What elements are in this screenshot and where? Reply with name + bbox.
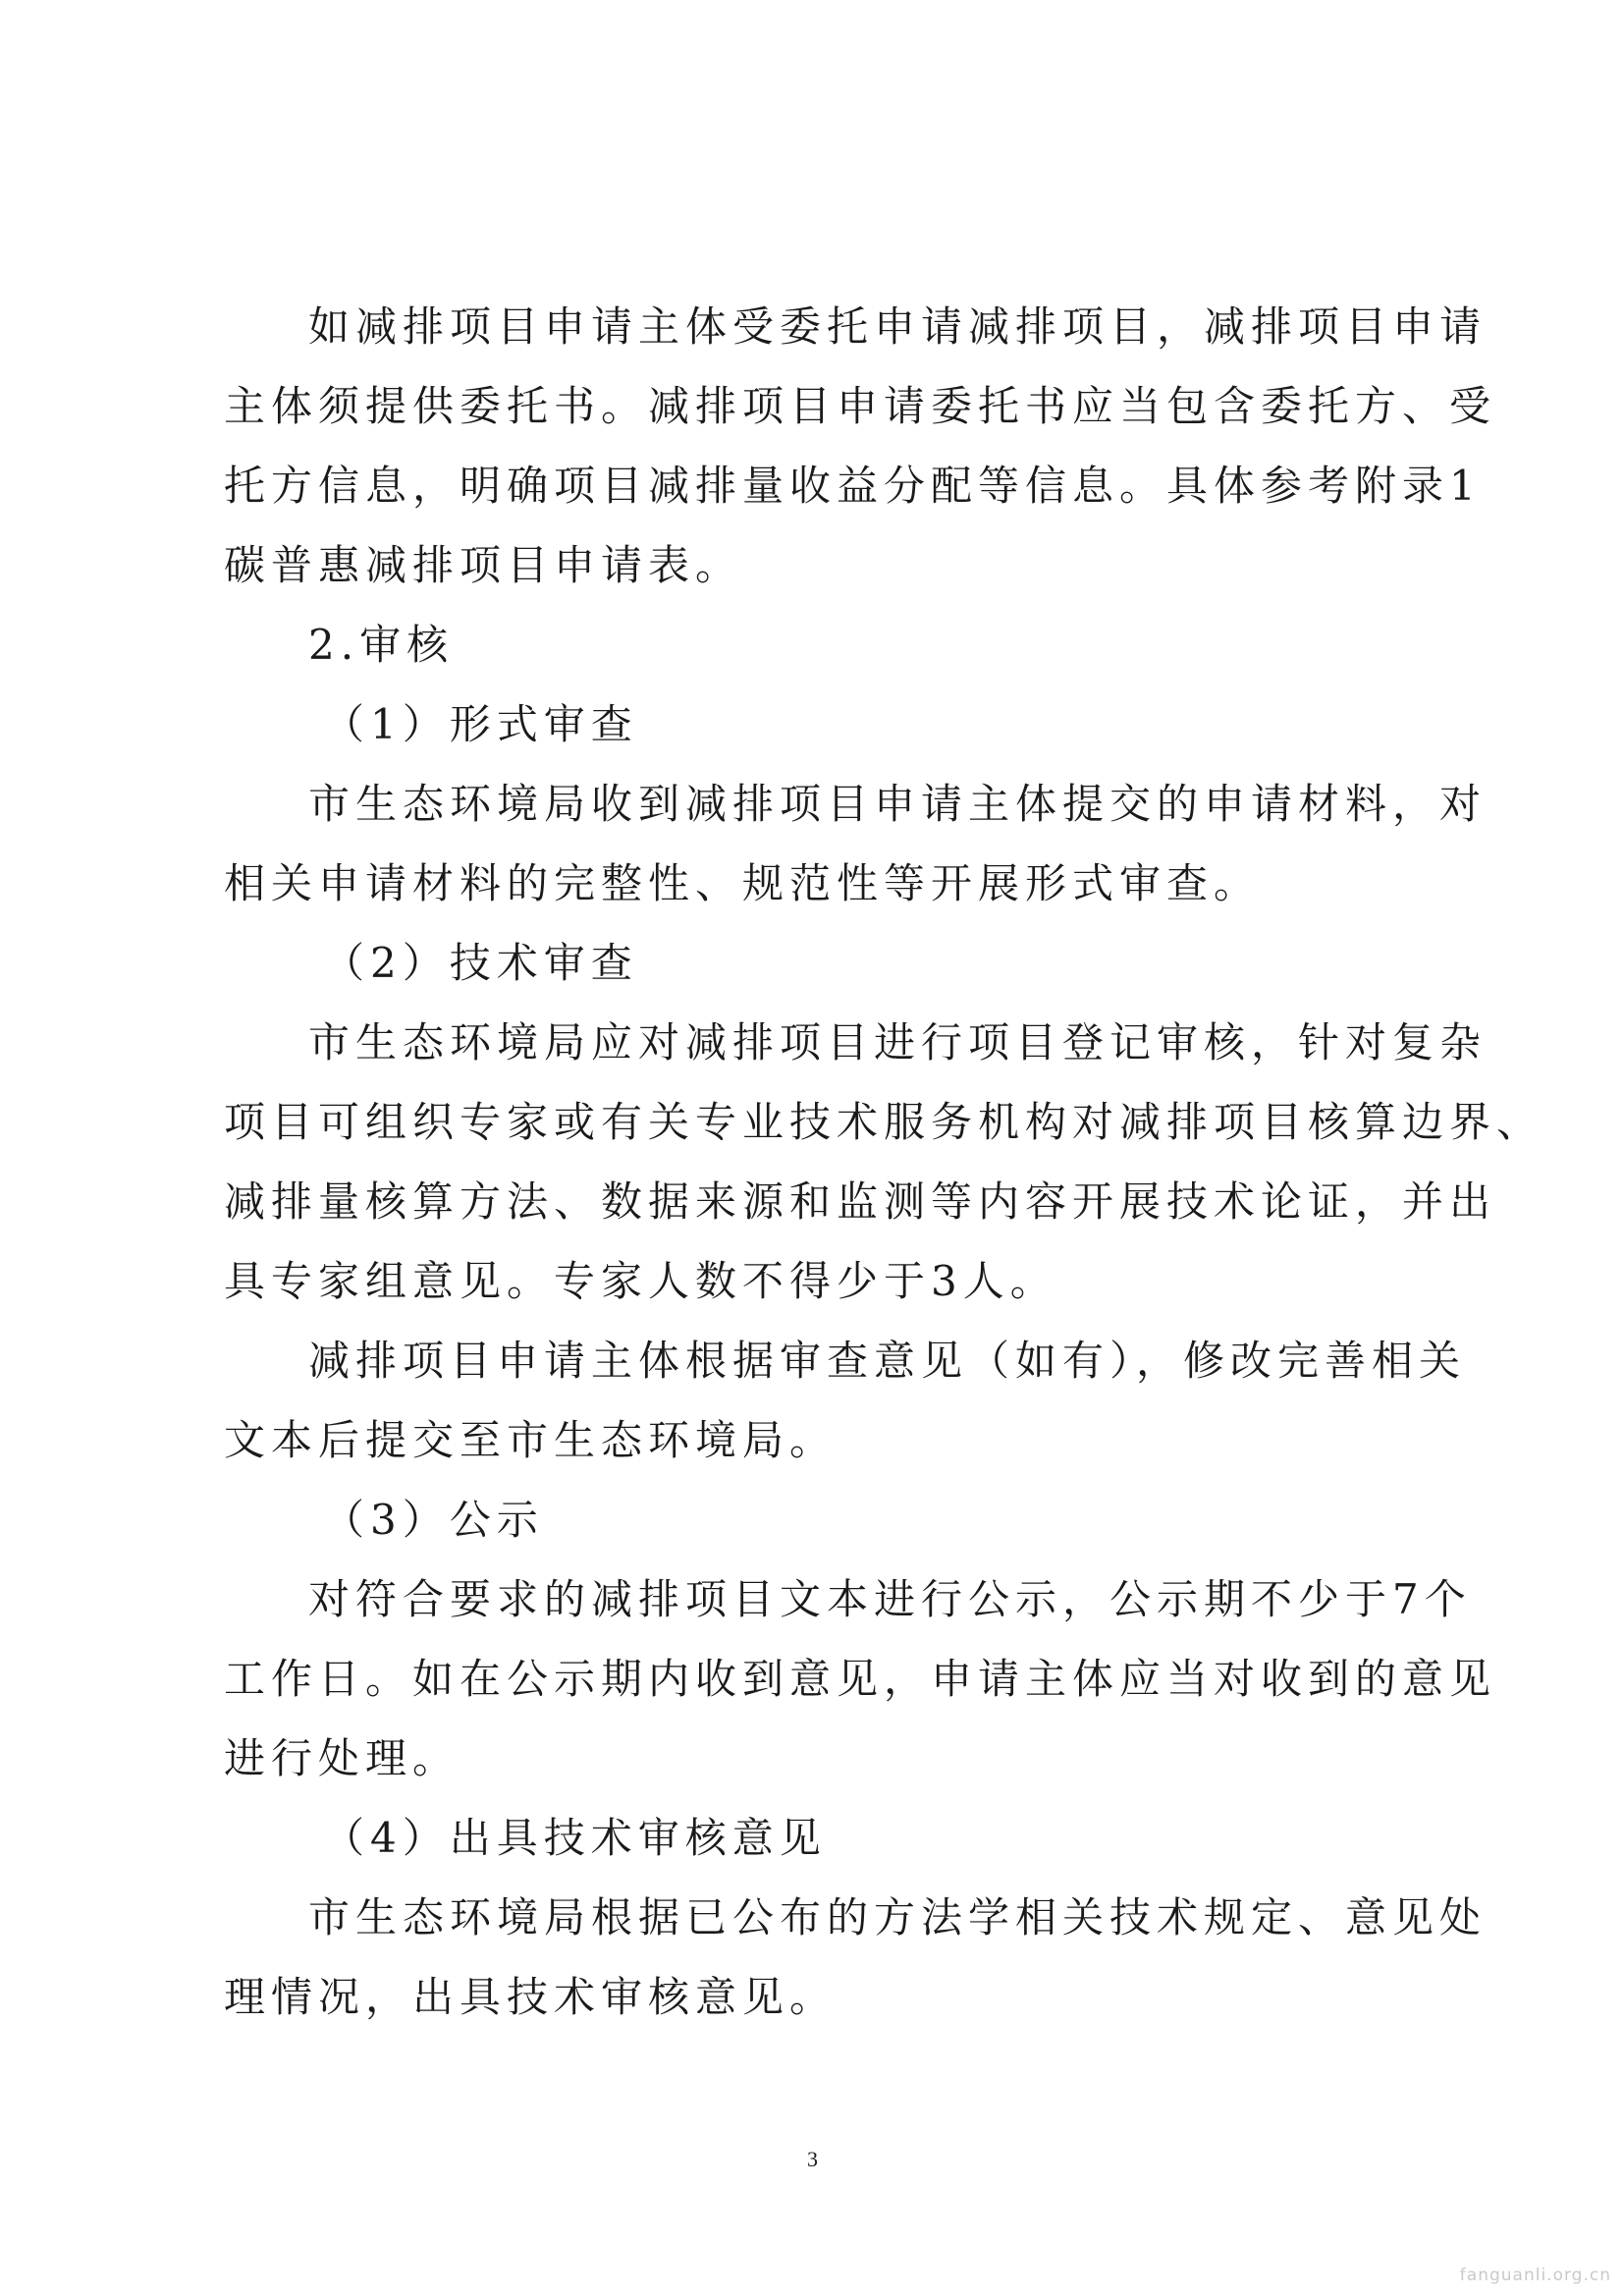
paragraph-line: 文本后提交至市生态环境局。	[224, 1416, 838, 1464]
paragraph-line: 市生态环境局根据已公布的方法学相关技术规定、意见处	[308, 1893, 1488, 1941]
paragraph-line: 理情况，出具技术审核意见。	[224, 1973, 838, 2021]
paragraph-line: 对符合要求的减排项目文本进行公示，公示期不少于7个	[308, 1575, 1472, 1623]
paragraph-line: 市生态环境局收到减排项目申请主体提交的申请材料，对	[308, 780, 1488, 828]
paragraph-line: 市生态环境局应对减排项目进行项目登记审核，针对复杂	[308, 1018, 1488, 1066]
paragraph-line: 项目可组织专家或有关专业技术服务机构对减排项目核算边界、	[224, 1098, 1544, 1146]
paragraph-line: 碳普惠减排项目申请表。	[224, 541, 743, 589]
subsection-heading: （4）出具技术审核意见	[323, 1814, 827, 1862]
paragraph-line: 减排量核算方法、数据来源和监测等内容开展技术论证，并出	[224, 1177, 1497, 1226]
subsection-heading: （3）公示	[323, 1496, 544, 1544]
watermark-text: fanguanli.org.cn	[1459, 2266, 1611, 2285]
subsection-heading: （2）技术审查	[323, 939, 638, 987]
page-number: 3	[807, 2147, 818, 2171]
paragraph-line: 工作日。如在公示期内收到意见，申请主体应当对收到的意见	[224, 1655, 1497, 1703]
paragraph-line: 如减排项目申请主体受委托申请减排项目，减排项目申请	[308, 302, 1488, 351]
paragraph-line: 相关申请材料的完整性、规范性等开展形式审查。	[224, 859, 1262, 907]
paragraph-line: 进行处理。	[224, 1734, 460, 1782]
subsection-heading: （1）形式审查	[323, 700, 638, 748]
paragraph-line: 托方信息，明确项目减排量收益分配等信息。具体参考附录1	[224, 462, 1482, 510]
paragraph-line: 主体须提供委托书。减排项目申请委托书应当包含委托方、受	[224, 382, 1497, 430]
paragraph-line: 减排项目申请主体根据审查意见（如有），修改完善相关	[308, 1337, 1467, 1385]
section-heading: 2.审核	[308, 621, 455, 669]
paragraph-line: 具专家组意见。专家人数不得少于3人。	[224, 1257, 1057, 1305]
